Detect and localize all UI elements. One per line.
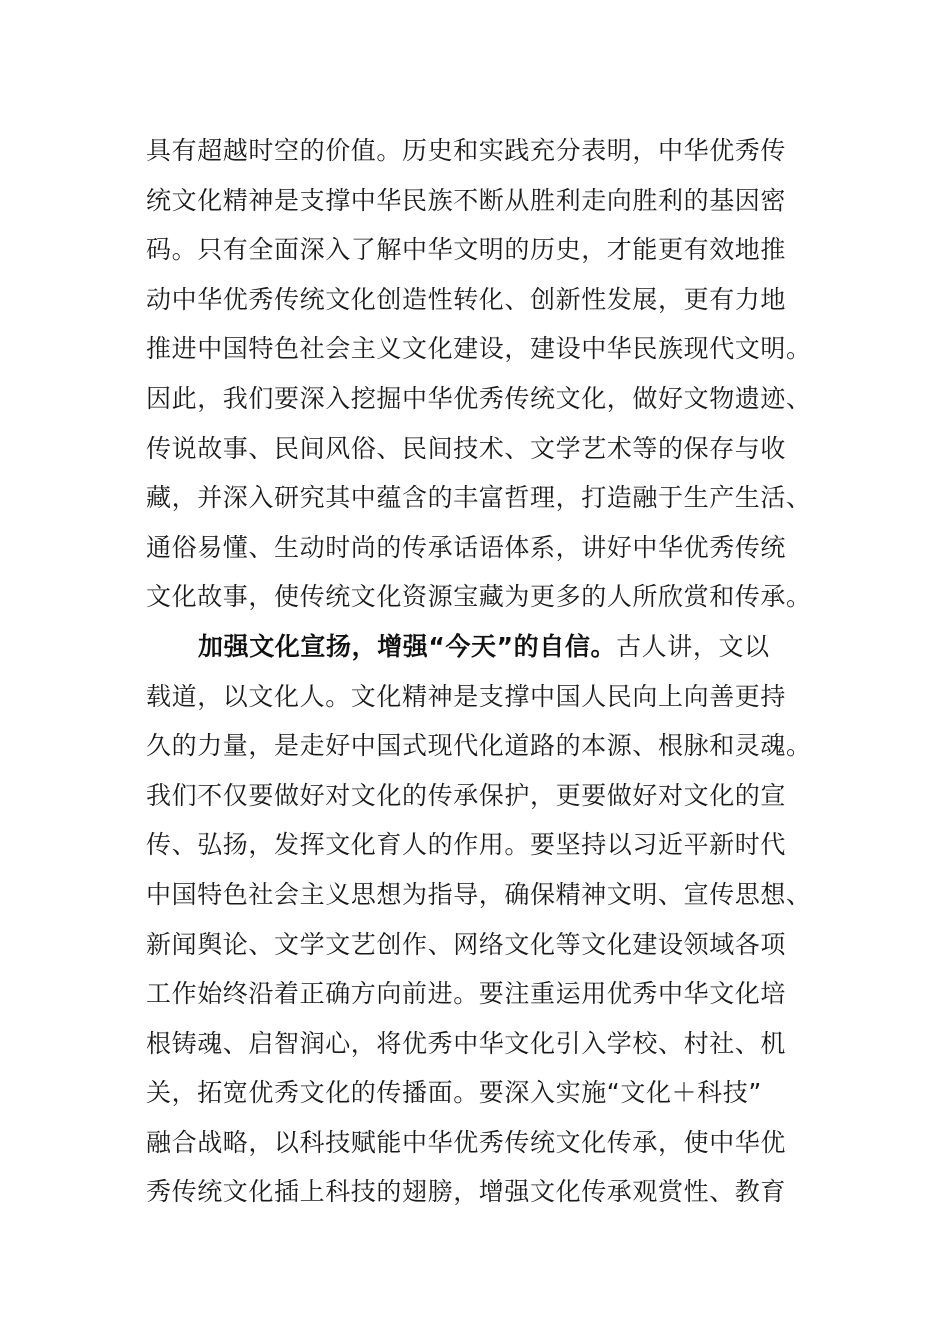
- paragraph-first-line: [146, 622, 816, 672]
- paragraph-line: 中国特色社会主义思想为指导，确保精神文明、宣传思想、: [146, 879, 812, 909]
- paragraph-line: 推进中国特色社会主义文化建设，建设中华民族现代文明。: [146, 334, 812, 364]
- paragraph-lead-heading: 加强文化宣扬，增强“今天”的自信。: [198, 631, 617, 661]
- document-body: [146, 126, 816, 1217]
- paragraph-line: 我们不仅要做好对文化的传承保护，更要做好对文化的宣: [146, 780, 787, 810]
- paragraph-line: 关，拓宽优秀文化的传播面。要深入实施“文化＋科技”: [146, 1078, 762, 1108]
- paragraph-line: 藏，并深入研究其中蕴含的丰富哲理，打造融于生产生活、: [146, 483, 812, 513]
- paragraph-line: 新闻舆论、文学文艺创作、网络文化等文化建设领域各项: [146, 929, 787, 959]
- paragraph-line: 根铸魂、启智润心，将优秀中华文化引入学校、村社、机: [146, 1028, 787, 1058]
- paragraph-1: [146, 126, 816, 622]
- paragraph-line: 载道，以文化人。文化精神是支撑中国人民向上向善更持: [146, 681, 787, 711]
- paragraph-line: 因此，我们要深入挖掘中华优秀传统文化，做好文物遗迹、: [146, 383, 812, 413]
- paragraph-first-line-text: 古人讲，文以: [616, 631, 770, 661]
- paragraph-line: 传、弘扬，发挥文化育人的作用。要坚持以习近平新时代: [146, 830, 787, 860]
- paragraph-line: 文化故事，使传统文化资源宝藏为更多的人所欣赏和传承。: [146, 582, 812, 612]
- paragraph-line: 具有超越时空的价值。历史和实践充分表明，中华优秀传: [146, 136, 787, 165]
- paragraph-line: 码。只有全面深入了解中华文明的历史，才能更有效地推: [146, 235, 787, 265]
- paragraph-line: 久的力量，是走好中国式现代化道路的本源、根脉和灵魂。: [146, 731, 812, 761]
- paragraph-line: 动中华优秀传统文化创造性转化、创新性发展，更有力地: [146, 284, 787, 314]
- paragraph-2: [146, 622, 816, 1217]
- paragraph-line: 传说故事、民间风俗、民间技术、文学艺术等的保存与收: [146, 433, 787, 463]
- paragraph-line: 统文化精神是支撑中华民族不断从胜利走向胜利的基因密: [146, 185, 787, 215]
- paragraph-line: 通俗易懂、生动时尚的传承话语体系，讲好中华优秀传统: [146, 532, 787, 562]
- paragraph-line: 工作始终沿着正确方向前进。要注重运用优秀中华文化培: [146, 979, 787, 1009]
- paragraph-line: 秀传统文化插上科技的翅膀，增强文化传承观赏性、教育: [146, 1177, 787, 1207]
- paragraph-line: 融合战略，以科技赋能中华优秀传统文化传承，使中华优: [146, 1127, 787, 1157]
